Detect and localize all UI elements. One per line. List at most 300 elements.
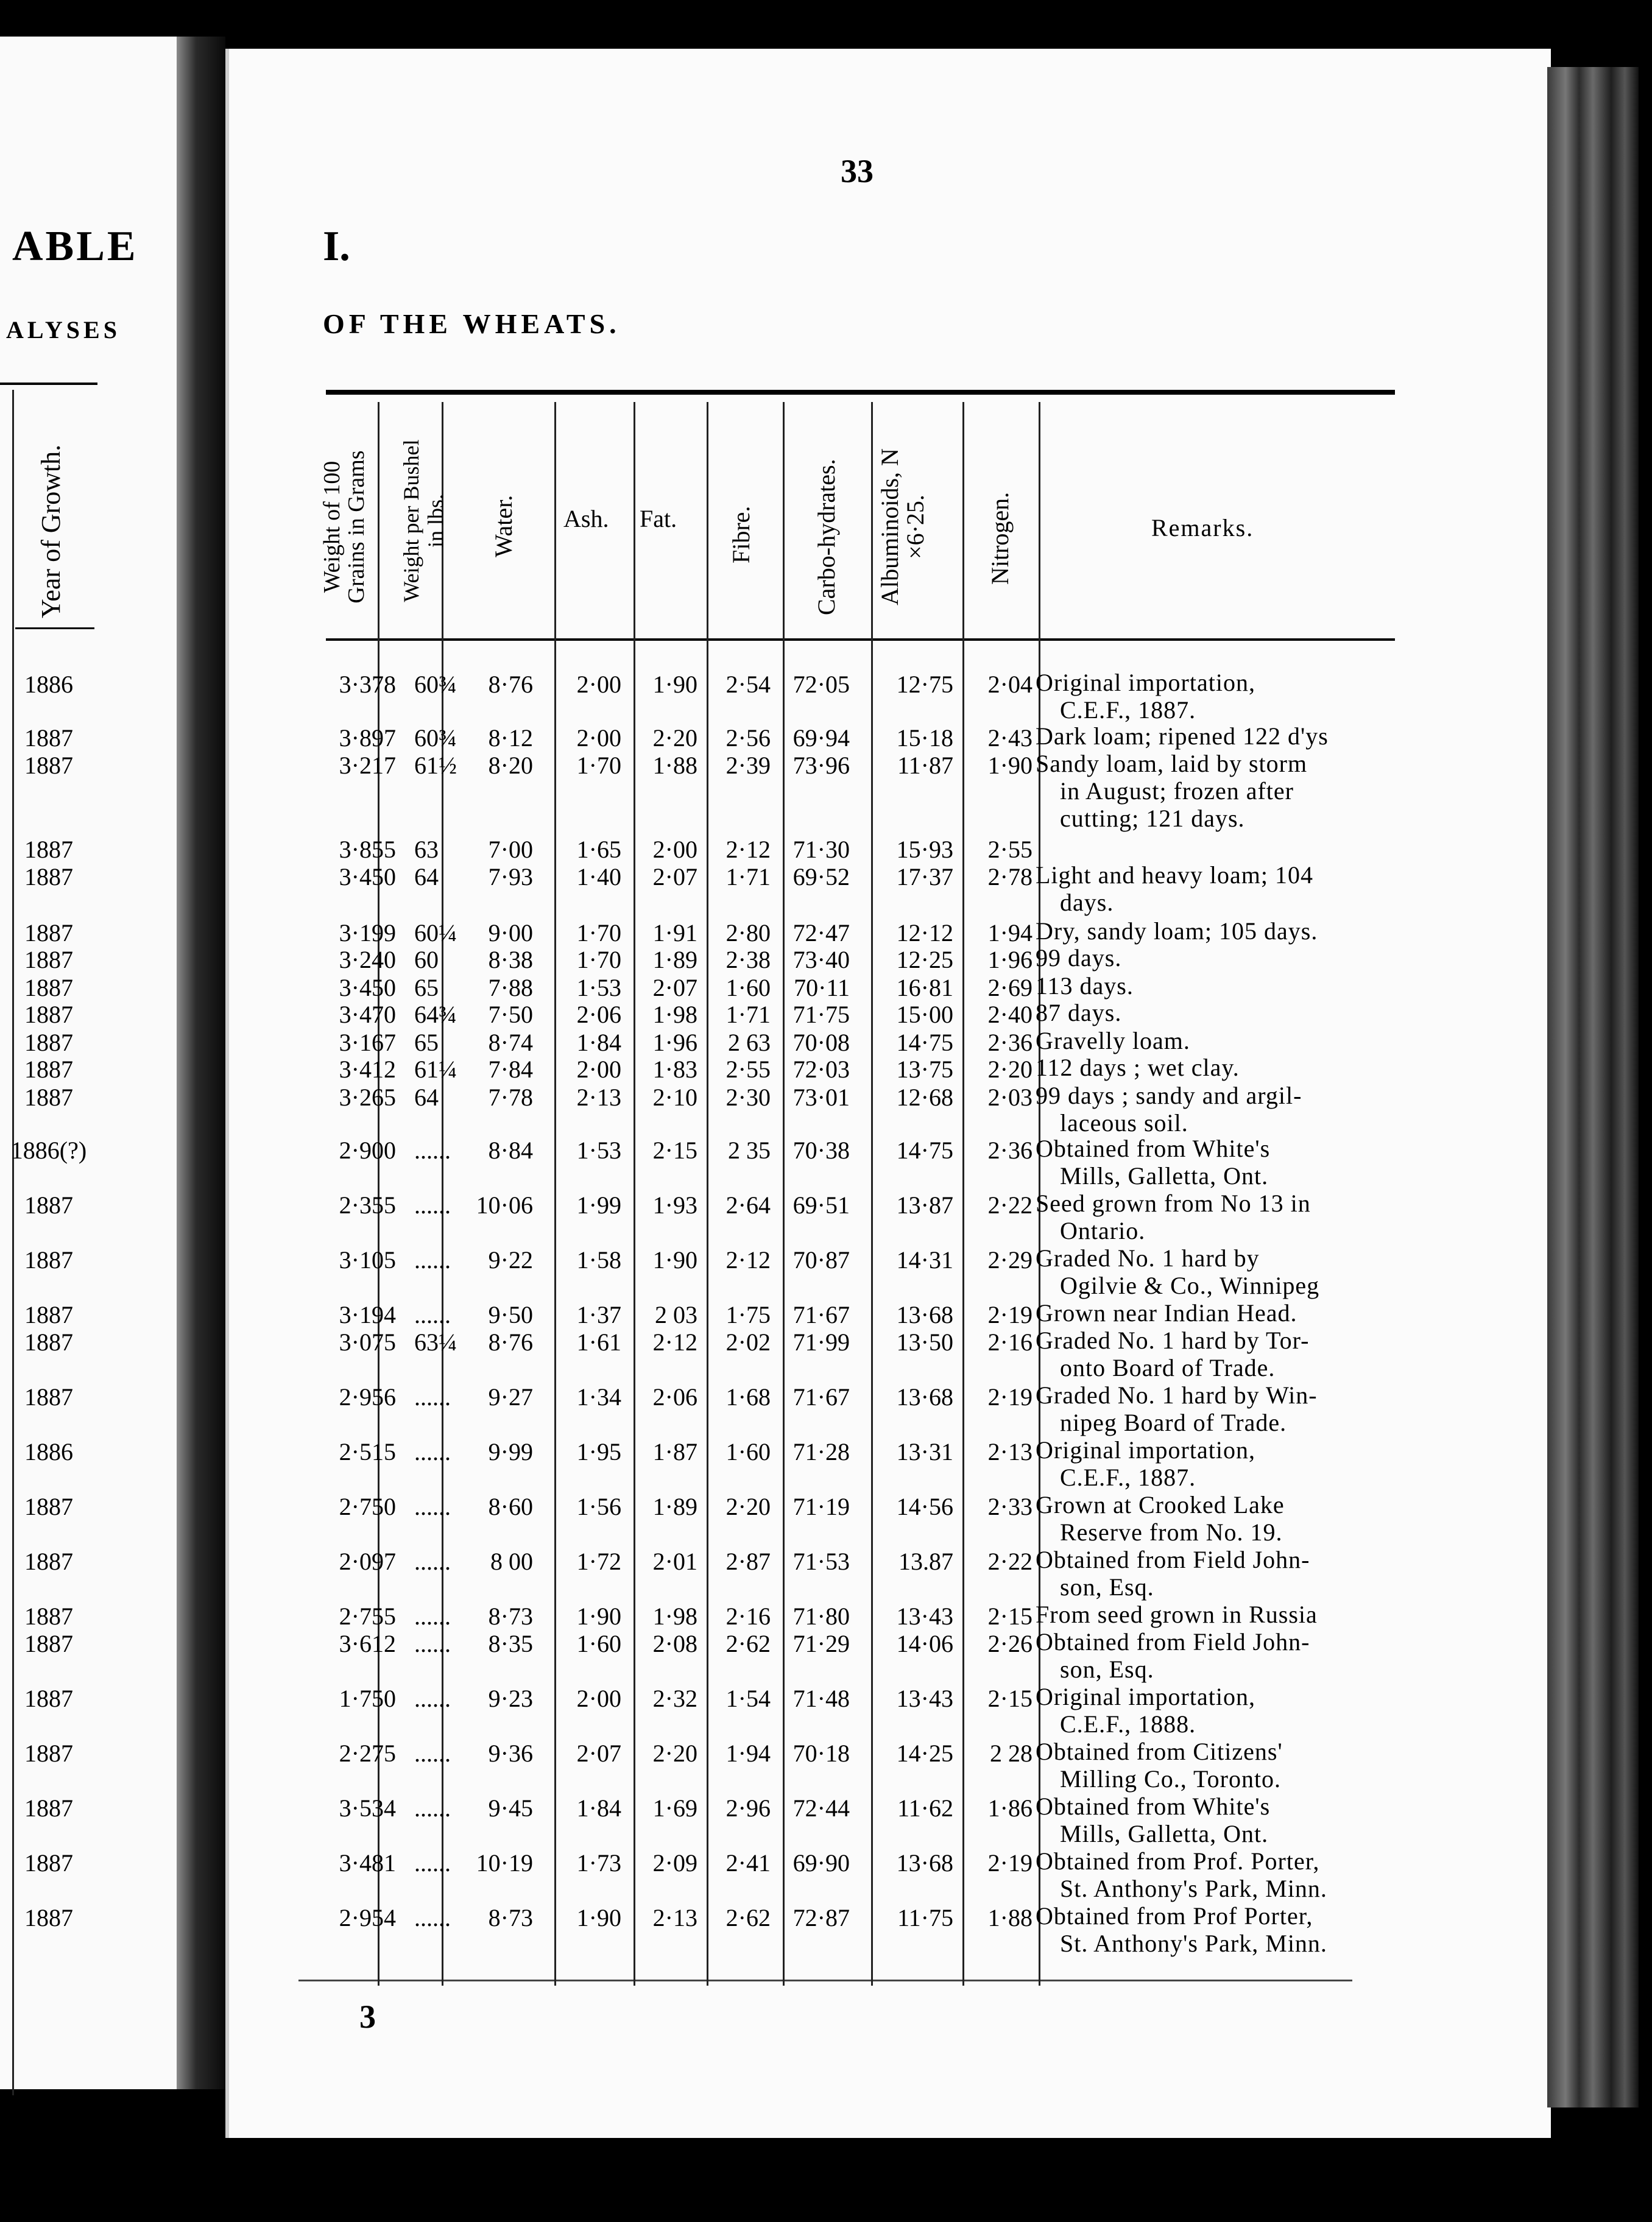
ash-cell: 1·70 — [576, 919, 621, 947]
weight-per-bushel-cell: 64 — [414, 1084, 439, 1111]
remarks-cell — [1036, 1299, 1389, 1327]
weight-100-grains-cell: 3·378 — [339, 671, 396, 698]
nitrogen-cell: 2·19 — [987, 1383, 1032, 1411]
albuminoids-cell: 13·31 — [896, 1438, 953, 1465]
remarks-cell — [1036, 1683, 1389, 1738]
fibre-cell: 1·60 — [725, 974, 771, 1001]
nitrogen-cell: 2·78 — [987, 863, 1032, 891]
weight-per-bushel-cell: 60¼ — [414, 919, 457, 947]
fat-cell: 1·69 — [652, 1794, 697, 1822]
weight-100-grains-cell: 1·750 — [339, 1685, 396, 1712]
carbohydrates-cell: 71·67 — [792, 1301, 850, 1328]
col-rule-7 — [871, 402, 873, 1986]
fat-cell: 2·13 — [652, 1904, 697, 1931]
fat-cell: 1·90 — [652, 671, 697, 698]
ash-cell: 2·07 — [576, 1740, 621, 1767]
nitrogen-cell: 2·69 — [987, 974, 1032, 1001]
year-of-growth-cell: 1887 — [24, 863, 73, 891]
nitrogen-cell: 2·36 — [987, 1137, 1032, 1164]
remarks-cell — [1036, 972, 1389, 1000]
weight-per-bushel-cell: 60¾ — [414, 724, 457, 752]
ash-cell: 2·00 — [576, 671, 621, 698]
remarks-line: Grown at Crooked Lake — [1036, 1491, 1285, 1518]
ash-cell: 1·58 — [576, 1246, 621, 1274]
remarks-line: Original importation, — [1036, 669, 1255, 696]
fibre-cell: 2·62 — [725, 1630, 771, 1657]
table-header-rule — [326, 638, 1395, 641]
fat-cell: 2·15 — [652, 1137, 697, 1164]
fibre-cell: 2·39 — [725, 752, 771, 779]
year-of-growth-cell: 1886 — [24, 671, 73, 698]
albuminoids-cell: 17·37 — [896, 863, 953, 891]
weight-100-grains-header: Weight of 100 Grains in Grams — [319, 450, 369, 604]
weight-100-grains-cell: 2·954 — [339, 1904, 396, 1931]
weight-per-bushel-cell: ...... — [414, 1630, 451, 1657]
col-rule-8 — [962, 402, 964, 1986]
weight-100-grains-cell: 2·755 — [339, 1603, 396, 1630]
fat-cell: 2·08 — [652, 1630, 697, 1657]
water-cell: 9·00 — [488, 919, 533, 947]
remarks-line: Graded No. 1 hard by Win- — [1036, 1381, 1318, 1409]
albuminoids-cell: 13.87 — [898, 1548, 953, 1575]
col-rule-6 — [783, 402, 785, 1986]
remarks-line: Gravelly loam. — [1036, 1027, 1190, 1054]
remarks-line: Dry, sandy loam; 105 days. — [1036, 917, 1318, 945]
weight-100-grains-cell: 3·167 — [339, 1029, 396, 1056]
year-of-growth-cell: 1887 — [24, 919, 73, 947]
col-rule-4 — [634, 402, 635, 1986]
remarks-line: Seed grown from No 13 in — [1036, 1190, 1311, 1217]
fibre-cell: 1·94 — [725, 1740, 771, 1767]
water-cell: 8·12 — [488, 724, 533, 752]
nitrogen-cell: 2·19 — [987, 1849, 1032, 1877]
ash-cell: 1·40 — [576, 863, 621, 891]
nitrogen-cell: 1·86 — [987, 1794, 1032, 1822]
remarks-line: 99 days ; sandy and argil- — [1036, 1082, 1302, 1109]
ash-cell: 2·00 — [576, 724, 621, 752]
weight-per-bushel-cell: ...... — [414, 1904, 451, 1931]
albuminoids-cell: 13·75 — [896, 1056, 953, 1083]
nitrogen-cell: 2·33 — [987, 1493, 1032, 1520]
ash-cell: 1·84 — [576, 1029, 621, 1056]
nitrogen-cell: 1·88 — [987, 1904, 1032, 1931]
fat-cell: 2·32 — [652, 1685, 697, 1712]
carbohydrates-header: Carbo-hydrates. — [813, 459, 840, 615]
remarks-line: Obtained from Field John- — [1036, 1546, 1310, 1573]
weight-per-bushel-cell: ...... — [414, 1603, 451, 1630]
weight-100-grains-cell: 2·900 — [339, 1137, 396, 1164]
year-of-growth-cell: 1887 — [24, 1383, 73, 1411]
table-subtitle: OF THE WHEATS. — [323, 308, 621, 339]
remarks-line: 99 days. — [1036, 944, 1122, 972]
albuminoids-cell: 13·68 — [896, 1383, 953, 1411]
fat-cell: 2·20 — [652, 1740, 697, 1767]
remarks-cell — [1036, 1244, 1389, 1299]
fat-cell: 2·07 — [652, 974, 697, 1001]
col-rule-5 — [707, 402, 708, 1986]
year-of-growth-cell: 1887 — [24, 1001, 73, 1028]
water-cell: 9·27 — [488, 1383, 533, 1411]
carbohydrates-cell: 71·67 — [792, 1383, 850, 1411]
remarks-line: Ogilvie & Co., Winnipeg — [1060, 1272, 1320, 1299]
year-of-growth-cell: 1887 — [24, 1630, 73, 1657]
carbohydrates-cell: 72·87 — [792, 1904, 850, 1931]
remarks-line: Ontario. — [1060, 1217, 1146, 1244]
water-cell: 7·93 — [488, 863, 533, 891]
weight-100-grains-cell: 3·217 — [339, 752, 396, 779]
weight-per-bushel-cell: 64¾ — [414, 1001, 457, 1028]
fibre-cell: 2 35 — [728, 1137, 771, 1164]
fat-cell: 1·83 — [652, 1056, 697, 1083]
fat-cell: 1·91 — [652, 919, 697, 947]
remarks-line: Obtained from Citizens' — [1036, 1738, 1283, 1765]
fibre-cell: 1·54 — [725, 1685, 771, 1712]
year-of-growth-cell: 1887 — [24, 974, 73, 1001]
year-of-growth-cell: 1887 — [24, 1849, 73, 1877]
year-of-growth-cell: 1887 — [24, 1493, 73, 1520]
carbohydrates-cell: 72·44 — [792, 1794, 850, 1822]
year-of-growth-cell: 1887 — [24, 724, 73, 752]
carbohydrates-cell: 69·51 — [792, 1191, 850, 1219]
remarks-cell — [1036, 944, 1389, 972]
folio-signature: 3 — [359, 1998, 376, 2035]
remarks-line: C.E.F., 1888. — [1060, 1710, 1196, 1738]
water-cell: 8·20 — [488, 752, 533, 779]
carbohydrates-cell: 71·48 — [792, 1685, 850, 1712]
fibre-cell: 1·71 — [725, 863, 771, 891]
water-cell: 9·36 — [488, 1740, 533, 1767]
albuminoids-cell: 14·06 — [896, 1630, 953, 1657]
fibre-cell: 1·68 — [725, 1383, 771, 1411]
fibre-cell: 2·80 — [725, 919, 771, 947]
remarks-cell — [1036, 1491, 1389, 1546]
water-cell: 8 00 — [490, 1548, 533, 1575]
carbohydrates-cell: 72·47 — [792, 919, 850, 947]
ash-cell: 1·37 — [576, 1301, 621, 1328]
fibre-cell: 2·56 — [725, 724, 771, 752]
albuminoids-cell: 12·25 — [896, 946, 953, 973]
albuminoids-cell: 15·18 — [896, 724, 953, 752]
weight-100-grains-cell: 3·612 — [339, 1630, 396, 1657]
ash-cell: 1·65 — [576, 836, 621, 863]
fibre-cell: 1·71 — [725, 1001, 771, 1028]
water-header: Water. — [490, 495, 517, 557]
nitrogen-cell: 2·40 — [987, 1001, 1032, 1028]
weight-per-bushel-cell: ...... — [414, 1137, 451, 1164]
water-cell: 7·00 — [488, 836, 533, 863]
albuminoids-cell: 14·56 — [896, 1493, 953, 1520]
fibre-cell: 1·60 — [725, 1438, 771, 1465]
remarks-line: Mills, Galletta, Ont. — [1060, 1820, 1269, 1847]
fat-header: Fat. — [640, 505, 677, 532]
remarks-line: Mills, Galletta, Ont. — [1060, 1162, 1269, 1190]
carbohydrates-cell: 70·38 — [792, 1137, 850, 1164]
nitrogen-cell: 2·22 — [987, 1191, 1032, 1219]
ash-cell: 1·84 — [576, 1794, 621, 1822]
fat-cell: 1·89 — [652, 1493, 697, 1520]
remarks-line: C.E.F., 1887. — [1060, 696, 1196, 724]
water-cell: 9·50 — [488, 1301, 533, 1328]
remarks-cell — [1036, 1190, 1389, 1244]
weight-per-bushel-cell: ...... — [414, 1438, 451, 1465]
fibre-cell: 1·75 — [725, 1301, 771, 1328]
remarks-line: Obtained from White's — [1036, 1793, 1271, 1820]
year-of-growth-cell: 1887 — [24, 1548, 73, 1575]
albuminoids-cell: 13·87 — [896, 1191, 953, 1219]
nitrogen-cell: 2·43 — [987, 724, 1032, 752]
fibre-cell: 2·64 — [725, 1191, 771, 1219]
albuminoids-cell: 12·68 — [896, 1084, 953, 1111]
remarks-line: Graded No. 1 hard by Tor- — [1036, 1327, 1310, 1354]
weight-100-grains-cell: 3·855 — [339, 836, 396, 863]
weight-per-bushel-cell: ...... — [414, 1685, 451, 1712]
water-cell: 9·45 — [488, 1794, 533, 1822]
nitrogen-cell: 2·20 — [987, 1056, 1032, 1083]
left-page-column-rule — [12, 390, 14, 2095]
nitrogen-cell: 2·15 — [987, 1603, 1032, 1630]
albuminoids-cell: 15·00 — [896, 1001, 953, 1028]
weight-100-grains-cell: 3·194 — [339, 1301, 396, 1328]
weight-100-grains-cell: 2·275 — [339, 1740, 396, 1767]
year-of-growth-cell: 1887 — [24, 1029, 73, 1056]
left-header-underline — [15, 627, 94, 629]
carbohydrates-cell: 69·94 — [792, 724, 850, 752]
remarks-line: nipeg Board of Trade. — [1060, 1409, 1287, 1436]
ash-cell: 1·53 — [576, 1137, 621, 1164]
ash-cell: 1·53 — [576, 974, 621, 1001]
year-of-growth-cell: 1887 — [24, 946, 73, 973]
remarks-line: Obtained from Prof. Porter, — [1036, 1847, 1320, 1875]
weight-per-bushel-cell: 65 — [414, 974, 439, 1001]
remarks-line: cutting; 121 days. — [1060, 805, 1245, 832]
albuminoids-cell: 15·93 — [896, 836, 953, 863]
carbohydrates-cell: 69·52 — [792, 863, 850, 891]
fibre-cell: 2·87 — [725, 1548, 771, 1575]
weight-100-grains-cell: 3·481 — [339, 1849, 396, 1877]
weight-per-bushel-cell: 61¼ — [414, 1056, 457, 1083]
weight-100-grains-cell: 3·199 — [339, 919, 396, 947]
ash-cell: 1·90 — [576, 1603, 621, 1630]
remarks-cell — [1036, 722, 1389, 750]
carbohydrates-cell: 71·29 — [792, 1630, 850, 1657]
remarks-line: onto Board of Trade. — [1060, 1354, 1276, 1381]
table-title-fragment: I. — [323, 223, 350, 270]
weight-per-bushel-cell: 61½ — [414, 752, 457, 779]
weight-per-bushel-cell: 63¼ — [414, 1328, 457, 1356]
water-cell: 8·35 — [488, 1630, 533, 1657]
albuminoids-cell: 13·43 — [896, 1603, 953, 1630]
remarks-line: 113 days. — [1036, 972, 1134, 1000]
ash-cell: 1·34 — [576, 1383, 621, 1411]
remarks-line: From seed grown in Russia — [1036, 1601, 1318, 1628]
albuminoids-cell: 11·87 — [897, 752, 953, 779]
albuminoids-cell: 12·12 — [896, 919, 953, 947]
remarks-cell — [1036, 1381, 1389, 1436]
remarks-header: Remarks. — [1151, 514, 1254, 541]
carbohydrates-cell: 70·18 — [792, 1740, 850, 1767]
ash-cell: 1·60 — [576, 1630, 621, 1657]
ash-cell: 2·00 — [576, 1685, 621, 1712]
fibre-header: Fibre. — [727, 506, 755, 563]
water-cell: 9·22 — [488, 1246, 533, 1274]
fibre-cell: 2·12 — [725, 836, 771, 863]
albuminoids-header: Albuminoids, N ×6·25. — [876, 448, 929, 605]
remarks-cell — [1036, 1628, 1389, 1683]
weight-100-grains-cell: 3·470 — [339, 1001, 396, 1028]
nitrogen-cell: 2·22 — [987, 1548, 1032, 1575]
carbohydrates-cell: 73·01 — [792, 1084, 850, 1111]
nitrogen-cell: 2·04 — [987, 671, 1032, 698]
year-of-growth-cell: 1887 — [24, 1603, 73, 1630]
water-cell: 10·06 — [476, 1191, 533, 1219]
ash-cell: 1·70 — [576, 946, 621, 973]
fat-cell: 2·20 — [652, 724, 697, 752]
water-cell: 8·73 — [488, 1603, 533, 1630]
albuminoids-cell: 13·50 — [896, 1328, 953, 1356]
fibre-cell: 2·55 — [725, 1056, 771, 1083]
carbohydrates-cell: 69·90 — [792, 1849, 850, 1877]
water-cell: 7·78 — [488, 1084, 533, 1111]
fat-cell: 2·12 — [652, 1328, 697, 1356]
weight-per-bushel-cell: 65 — [414, 1029, 439, 1056]
nitrogen-cell: 2·03 — [987, 1084, 1032, 1111]
fat-cell: 1·98 — [652, 1001, 697, 1028]
water-cell: 7·88 — [488, 974, 533, 1001]
ash-cell: 1·73 — [576, 1849, 621, 1877]
remarks-cell — [1036, 1902, 1389, 1957]
nitrogen-cell: 2·26 — [987, 1630, 1032, 1657]
year-of-growth-cell: 1887 — [24, 836, 73, 863]
fat-cell: 1·89 — [652, 946, 697, 973]
remarks-cell — [1036, 861, 1389, 916]
table-bottom-rule — [298, 1980, 1352, 1981]
carbohydrates-cell: 71·53 — [792, 1548, 850, 1575]
fat-cell: 1·93 — [652, 1191, 697, 1219]
year-of-growth-cell: 1887 — [24, 1056, 73, 1083]
ash-cell: 2·00 — [576, 1056, 621, 1083]
remarks-line: Obtained from Prof Porter, — [1036, 1902, 1313, 1930]
left-page-title-fragment: ABLE — [12, 223, 138, 270]
table-top-rule — [326, 390, 1395, 395]
weight-per-bushel-cell: ...... — [414, 1301, 451, 1328]
fat-cell: 2·01 — [652, 1548, 697, 1575]
weight-100-grains-cell: 3·240 — [339, 946, 396, 973]
weight-100-grains-cell: 3·075 — [339, 1328, 396, 1356]
remarks-cell — [1036, 999, 1389, 1026]
carbohydrates-cell: 71·30 — [792, 836, 850, 863]
year-of-growth-cell: 1887 — [24, 752, 73, 779]
remarks-cell — [1036, 1847, 1389, 1902]
remarks-cell — [1036, 1082, 1389, 1137]
year-of-growth-cell: 1887 — [24, 1084, 73, 1111]
fibre-cell: 2·62 — [725, 1904, 771, 1931]
water-cell: 7·50 — [488, 1001, 533, 1028]
remarks-line: Reserve from No. 19. — [1060, 1518, 1283, 1546]
weight-per-bushel-cell: 64 — [414, 863, 439, 891]
weight-per-bushel-cell: ...... — [414, 1849, 451, 1877]
albuminoids-cell: 13·43 — [896, 1685, 953, 1712]
water-cell: 8·76 — [488, 1328, 533, 1356]
fat-cell: 2 03 — [655, 1301, 697, 1328]
albuminoids-cell: 16·81 — [896, 974, 953, 1001]
nitrogen-cell: 1·94 — [987, 919, 1032, 947]
water-cell: 8·73 — [488, 1904, 533, 1931]
nitrogen-cell: 2·13 — [987, 1438, 1032, 1465]
weight-100-grains-cell: 3·534 — [339, 1794, 396, 1822]
weight-100-grains-cell: 2·097 — [339, 1548, 396, 1575]
remarks-line: Graded No. 1 hard by — [1036, 1244, 1260, 1272]
ash-cell: 1·56 — [576, 1493, 621, 1520]
water-cell: 10·19 — [476, 1849, 533, 1877]
remarks-cell — [1036, 917, 1389, 945]
fibre-cell: 2·20 — [725, 1493, 771, 1520]
weight-100-grains-cell: 3·105 — [339, 1246, 396, 1274]
carbohydrates-cell: 70·11 — [794, 974, 850, 1001]
water-cell: 8·74 — [488, 1029, 533, 1056]
water-cell: 8·60 — [488, 1493, 533, 1520]
weight-per-bushel-cell: ...... — [414, 1191, 451, 1219]
carbohydrates-cell: 71·80 — [792, 1603, 850, 1630]
carbohydrates-cell: 72·05 — [792, 671, 850, 698]
remarks-line: Grown near Indian Head. — [1036, 1299, 1297, 1327]
carbohydrates-cell: 73·96 — [792, 752, 850, 779]
fat-cell: 2·10 — [652, 1084, 697, 1111]
nitrogen-cell: 2·16 — [987, 1328, 1032, 1356]
page-number: 33 — [841, 153, 874, 189]
fat-cell: 2·07 — [652, 863, 697, 891]
water-cell: 8·84 — [488, 1137, 533, 1164]
fat-cell: 1·96 — [652, 1029, 697, 1056]
remarks-line: Obtained from White's — [1036, 1135, 1271, 1162]
remarks-line: Obtained from Field John- — [1036, 1628, 1310, 1656]
weight-100-grains-cell: 2·515 — [339, 1438, 396, 1465]
remarks-line: 112 days ; wet clay. — [1036, 1054, 1240, 1081]
ash-header: Ash. — [563, 505, 609, 532]
fat-cell: 1·90 — [652, 1246, 697, 1274]
remarks-line: son, Esq. — [1060, 1573, 1154, 1601]
remarks-cell — [1036, 1436, 1389, 1491]
col-rule-3 — [554, 402, 556, 1986]
fibre-cell: 2·30 — [725, 1084, 771, 1111]
remarks-line: 87 days. — [1036, 999, 1122, 1026]
fat-cell: 1·88 — [652, 752, 697, 779]
remarks-line: Light and heavy loam; 104 — [1036, 861, 1314, 889]
weight-per-bushel-cell: ...... — [414, 1548, 451, 1575]
nitrogen-cell: 2·15 — [987, 1685, 1032, 1712]
remarks-line: Dark loam; ripened 122 d'ys — [1036, 722, 1329, 750]
remarks-line: Milling Co., Toronto. — [1060, 1765, 1282, 1793]
weight-100-grains-cell: 3·450 — [339, 974, 396, 1001]
ash-cell: 1·90 — [576, 1904, 621, 1931]
nitrogen-cell: 1·96 — [987, 946, 1032, 973]
fat-cell: 1·87 — [652, 1438, 697, 1465]
year-of-growth-header: Year of Growth. — [36, 444, 66, 618]
carbohydrates-cell: 70·08 — [792, 1029, 850, 1056]
remarks-cell — [1036, 1793, 1389, 1847]
left-page-subtitle-fragment: ALYSES — [6, 316, 121, 344]
albuminoids-cell: 14·75 — [896, 1029, 953, 1056]
fibre-cell: 2·96 — [725, 1794, 771, 1822]
remarks-line: days. — [1060, 889, 1114, 916]
year-of-growth-cell: 1887 — [24, 1191, 73, 1219]
weight-per-bushel-header: Weight per Bushel in lbs. — [399, 439, 448, 602]
albuminoids-cell: 14·25 — [896, 1740, 953, 1767]
year-of-growth-cell: 1886 — [24, 1438, 73, 1465]
weight-100-grains-cell: 2·956 — [339, 1383, 396, 1411]
remarks-cell — [1036, 1135, 1389, 1190]
nitrogen-header: Nitrogen. — [986, 492, 1014, 585]
fat-cell: 2·06 — [652, 1383, 697, 1411]
